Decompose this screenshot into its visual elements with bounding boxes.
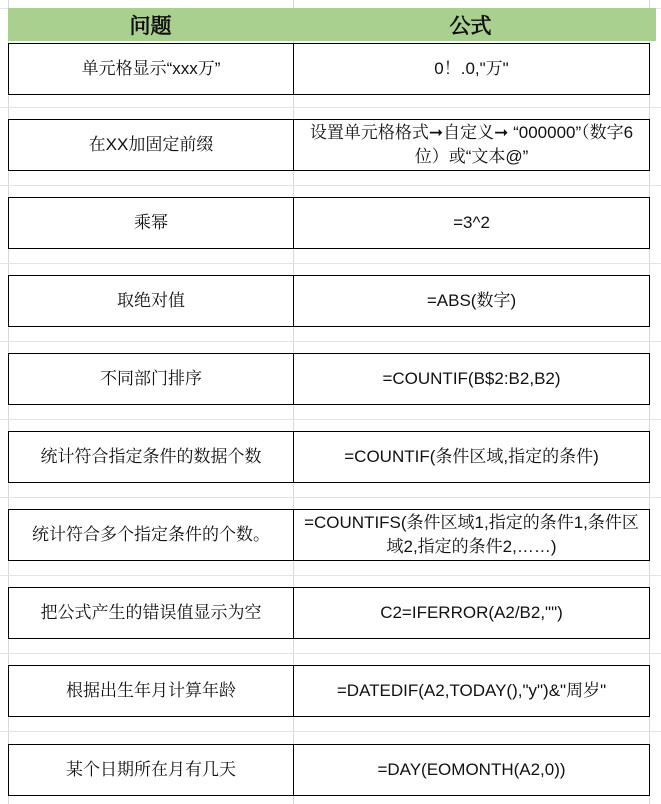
table-row: [8, 431, 650, 483]
formula-cell[interactable]: =COUNTIFS(条件区域1,指定的条件1,条件区域2,指定的条件2,……): [304, 513, 639, 556]
question-cell[interactable]: 统计符合多个指定条件的个数。: [9, 510, 294, 560]
formula-cell[interactable]: 设置单元格格式➞自定义➞ “000000”（数字6位）或“文本@”: [309, 123, 634, 166]
header-question[interactable]: 问题: [129, 14, 172, 38]
formula-cell[interactable]: 0！.0,"万": [434, 59, 509, 78]
table-row: [8, 665, 650, 717]
formula-cell[interactable]: =DAY(EOMONTH(A2,0)): [377, 760, 566, 779]
formula-cell[interactable]: =ABS(数字): [426, 291, 517, 310]
row-gridline: [0, 575, 661, 576]
table-row: [8, 43, 650, 95]
table-header: [8, 8, 656, 41]
table-row: [8, 197, 650, 249]
question-cell[interactable]: 根据出生年月计算年龄: [9, 666, 294, 716]
question-cell[interactable]: 单元格显示“xxx万”: [9, 44, 294, 94]
header-formula[interactable]: 公式: [449, 14, 492, 38]
row-gridline: [0, 185, 661, 186]
formula-cell[interactable]: =3^2: [453, 213, 490, 232]
row-gridline: [0, 341, 661, 342]
table-row: [8, 119, 650, 171]
row-gridline: [0, 263, 661, 264]
formula-cell[interactable]: C2=IFERROR(A2/B2,""): [380, 603, 563, 622]
formula-cell[interactable]: =COUNTIF(条件区域,指定的条件): [344, 447, 599, 466]
question-cell[interactable]: 乘幂: [9, 198, 294, 248]
formula-cell[interactable]: =DATEDIF(A2,TODAY(),"y")&"周岁": [336, 681, 607, 700]
question-cell[interactable]: 在XX加固定前缀: [9, 120, 294, 170]
row-gridline: [0, 107, 661, 108]
row-gridline: [0, 419, 661, 420]
table-row: [8, 509, 650, 561]
table-row: [8, 275, 650, 327]
question-cell[interactable]: 统计符合指定条件的数据个数: [9, 432, 294, 482]
row-gridline: [0, 653, 661, 654]
question-cell[interactable]: 把公式产生的错误值显示为空: [9, 588, 294, 638]
row-gridline: [0, 497, 661, 498]
table-row: [8, 587, 650, 639]
table-row: [8, 744, 650, 796]
table-row: [8, 353, 650, 405]
row-gridline: [0, 731, 661, 732]
formula-cell[interactable]: =COUNTIF(B$2:B2,B2): [382, 369, 561, 388]
question-cell[interactable]: 取绝对值: [9, 276, 294, 326]
question-cell[interactable]: 某个日期所在月有几天: [9, 745, 294, 795]
question-cell[interactable]: 不同部门排序: [9, 354, 294, 404]
